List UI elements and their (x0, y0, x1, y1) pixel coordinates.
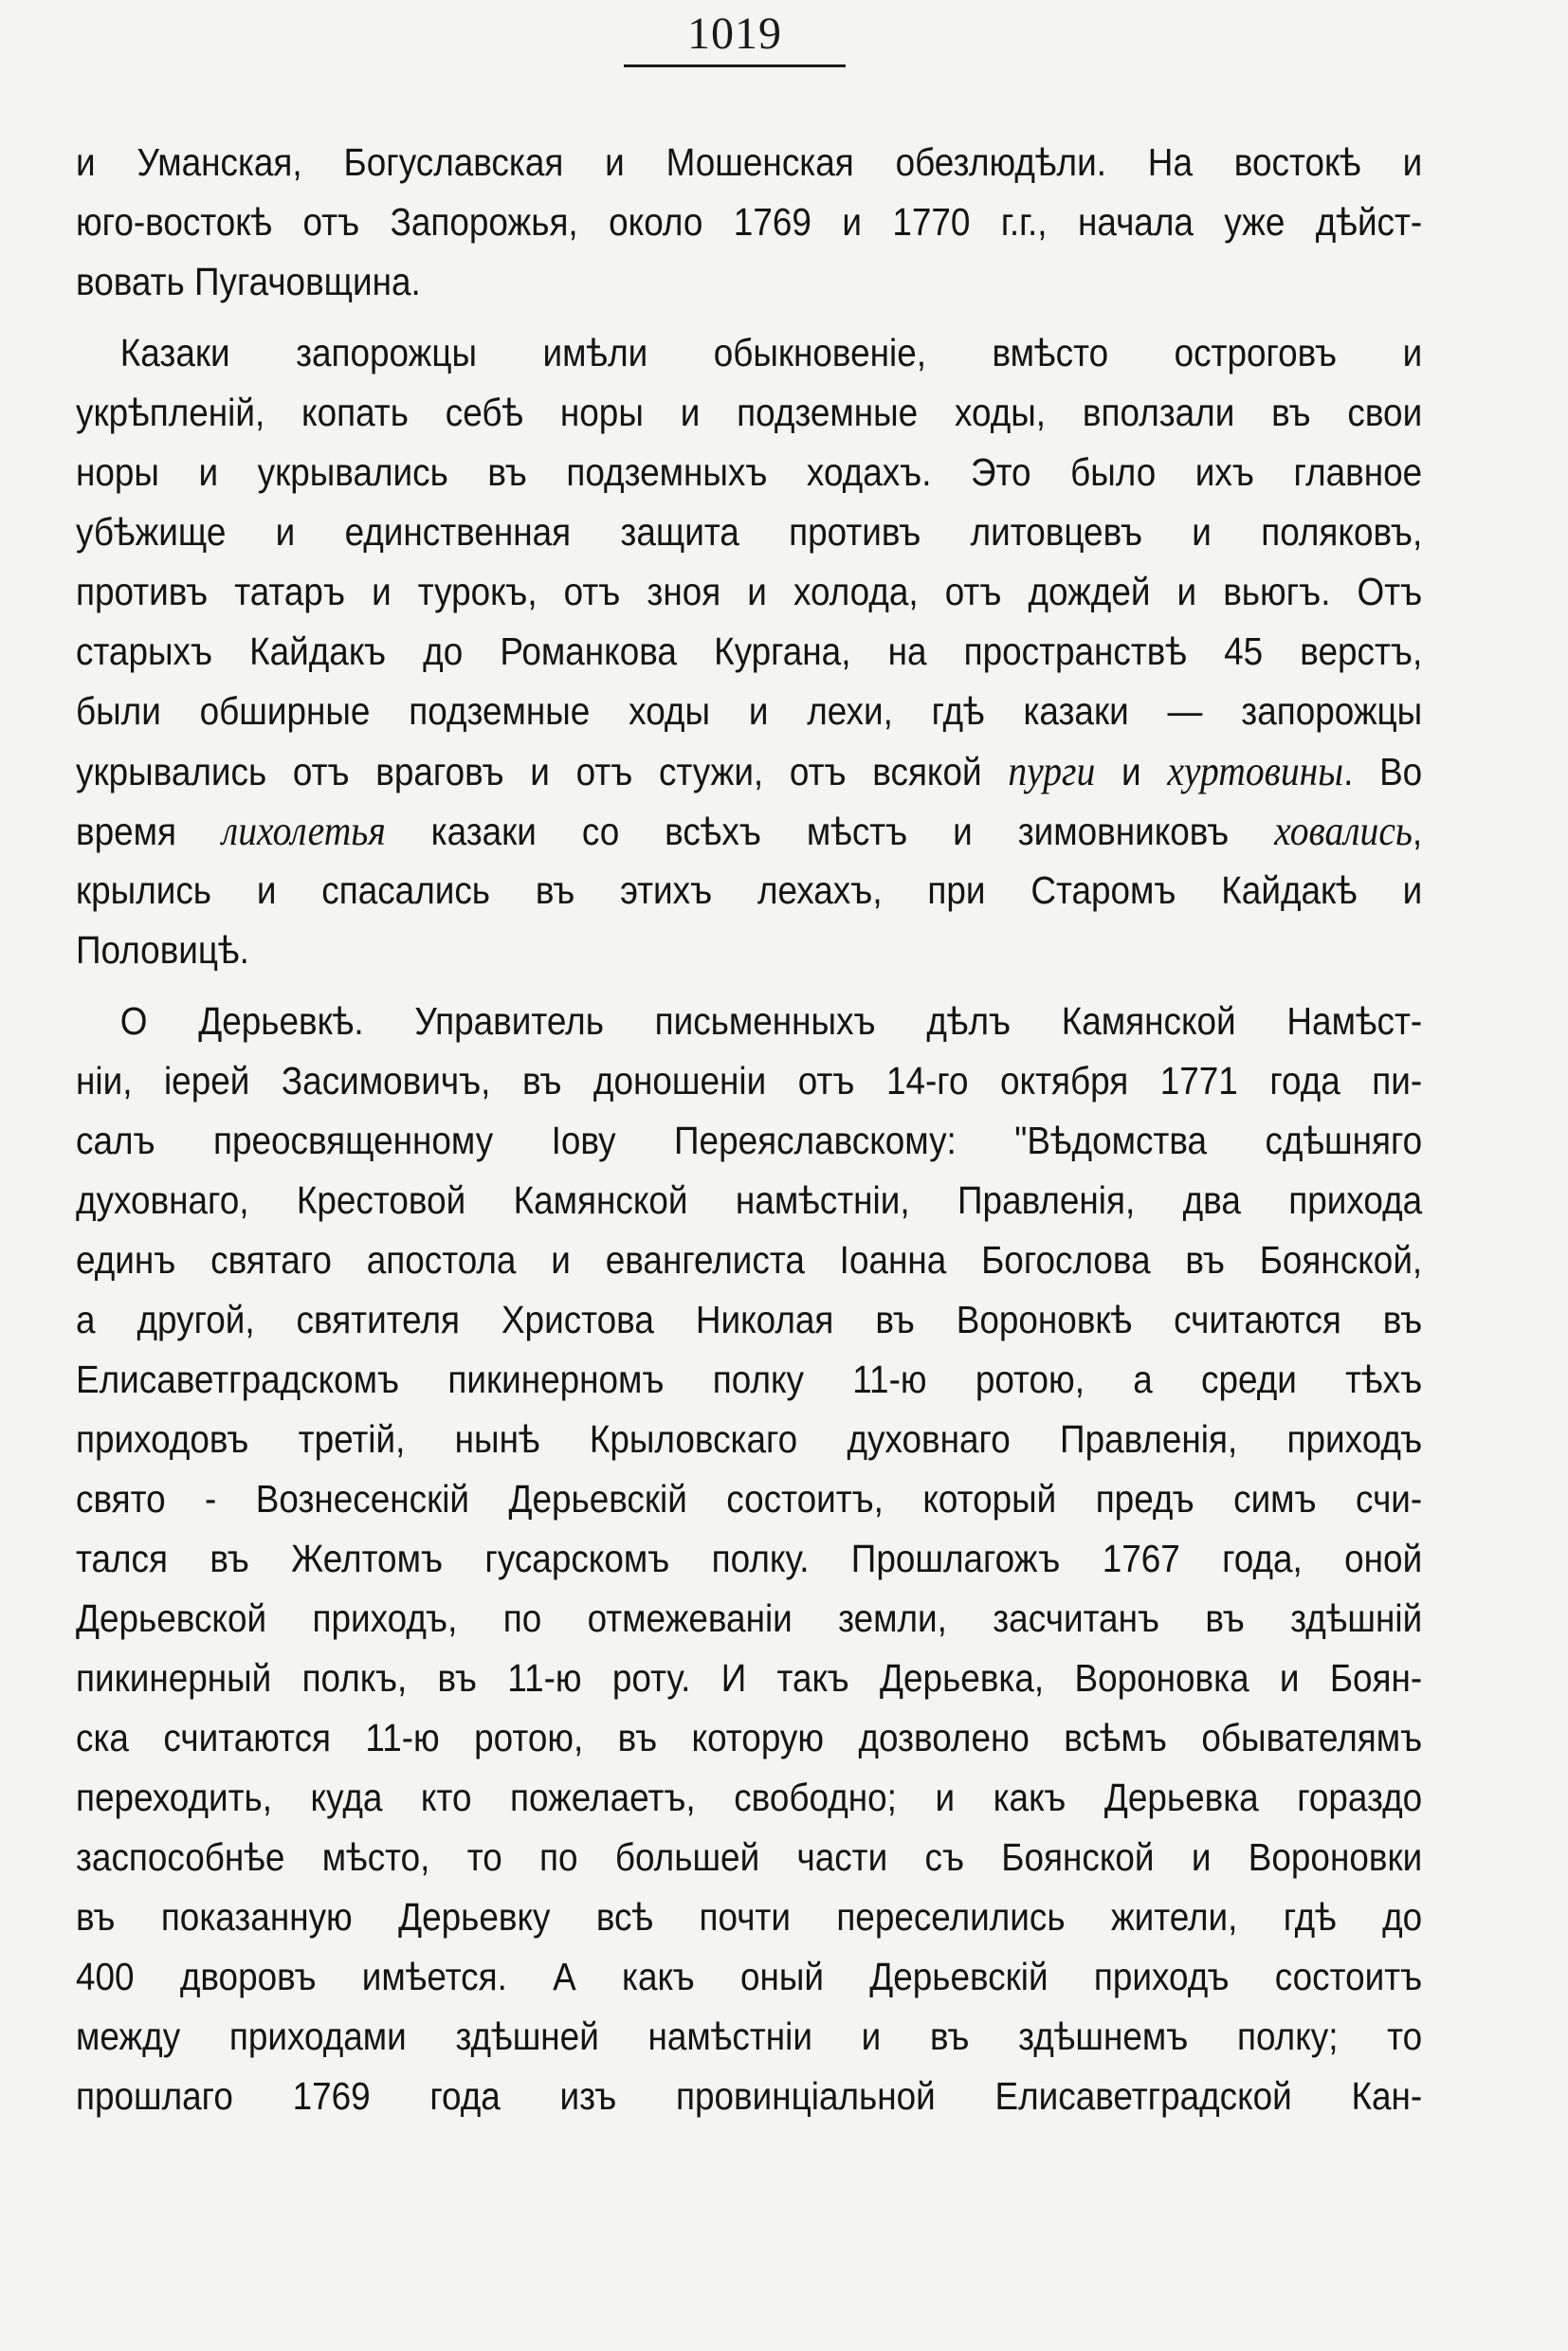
text-line: крылись и спасались въ этихъ лехахъ, при Старомъ Кайдакѣ и (76, 868, 1423, 912)
italic-word: лихолетья (221, 808, 386, 854)
text-line: противъ татаръ и турокъ, отъ зноя и холода, отъ дождей и вьюгъ. Отъ (76, 570, 1423, 613)
text-line: тался въ Желтомъ гусарскомъ полку. Прошлагожъ 1767 года, оной (76, 1537, 1423, 1580)
text-line: вовать Пугачовщина. (76, 260, 421, 303)
text-line-with-italics (76, 741, 1422, 801)
text-segment: , (1412, 810, 1423, 853)
text-line: между приходами здѣшней намѣстніи и въ здѣшнемъ полку; то (76, 2014, 1423, 2058)
text-segment: и (1095, 750, 1168, 793)
text-line: и Уманская, Богуславская и Мошенская обезлюдѣли. На востокѣ и (76, 140, 1423, 184)
text-line: свято - Вознесенскій Дерьевскій состоитъ, который предъ симъ счи- (76, 1477, 1423, 1521)
text-line: заспособнѣе мѣсто, то по большей части съ Боянской и Вороновки (76, 1835, 1423, 1879)
text-line: норы и укрывались въ подземныхъ ходахъ. Это было ихъ главное (76, 450, 1423, 494)
text-segment: укрывались отъ враговъ и отъ стужи, отъ всякой (76, 750, 1009, 793)
text-line: а другой, святителя Христова Николая въ Вороновкѣ считаются въ (76, 1298, 1423, 1341)
italic-word: хуртовины (1167, 748, 1344, 794)
text-line: убѣжище и единственная защита противъ литовцевъ и поляковъ, (76, 510, 1423, 554)
text-line: ніи, іерей Засимовичъ, въ доношеніи отъ 14-го октября 1771 года пи- (76, 1059, 1423, 1103)
text-line: О Дерьевкѣ. Управитель письменныхъ дѣлъ Камянской Намѣст- (119, 999, 1423, 1043)
text-line: салъ преосвященному Іову Переяславскому: "Вѣдомства сдѣшняго (76, 1119, 1423, 1162)
text-line: приходовъ третій, нынѣ Крыловскаго духовнаго Правленія, приходъ (76, 1417, 1423, 1461)
text-segment: казаки со всѣхъ мѣстъ и зимовниковъ (385, 810, 1275, 853)
text-line: Казаки запорожцы имѣли обыкновеніе, вмѣсто остроговъ и (119, 331, 1423, 374)
text-line: духовнаго, Крестовой Камянской намѣстніи, Правленія, два прихода (76, 1178, 1423, 1222)
text-line: укрѣпленій, копать себѣ норы и подземные ходы, вползали въ свои (76, 391, 1423, 434)
italic-word: ховались (1274, 808, 1413, 854)
text-line: пикинерный полкъ, въ 11-ю роту. И такъ Дерьевка, Вороновка и Боян- (76, 1656, 1423, 1700)
text-line-with-italics (76, 801, 1422, 861)
page-number: 1019 (687, 9, 782, 59)
text-line: Половицѣ. (76, 928, 249, 972)
text-line: Дерьевской приходъ, по отмежеваніи земли, засчитанъ въ здѣшній (76, 1596, 1423, 1640)
text-line: 400 дворовъ имѣется. А какъ оный Дерьевскій приходъ состоитъ (76, 1955, 1423, 1998)
italic-word: пурги (1008, 748, 1096, 794)
text-line: прошлаго 1769 года изъ провинціальной Елисаветградской Кан- (76, 2074, 1423, 2118)
text-line: единъ святаго апостола и евангелиста Іоанна Богослова въ Боянской, (76, 1238, 1423, 1282)
header-rule (624, 64, 846, 67)
text-line: были обширные подземные ходы и лехи, гдѣ казаки — запорожцы (76, 689, 1423, 733)
text-line: старыхъ Кайдакъ до Романкова Кургана, на пространствѣ 45 верстъ, (76, 629, 1423, 673)
text-line: Елисаветградскомъ пикинерномъ полку 11-ю ротою, а среди тѣхъ (76, 1358, 1423, 1401)
text-line: ска считаются 11-ю ротою, въ которую дозволено всѣмъ обывателямъ (76, 1716, 1423, 1759)
body-text (76, 133, 1422, 2126)
text-segment: время (76, 810, 222, 853)
text-line: переходить, куда кто пожелаетъ, свободно; и какъ Дерьевка гораздо (76, 1776, 1423, 1819)
text-line: юго-востокѣ отъ Запорожья, около 1769 и 1770 г.г., начала уже дѣйст- (76, 200, 1423, 244)
text-segment: . Во (1343, 750, 1423, 793)
text-line: въ показанную Дерьевку всѣ почти переселились жители, гдѣ до (76, 1895, 1423, 1939)
